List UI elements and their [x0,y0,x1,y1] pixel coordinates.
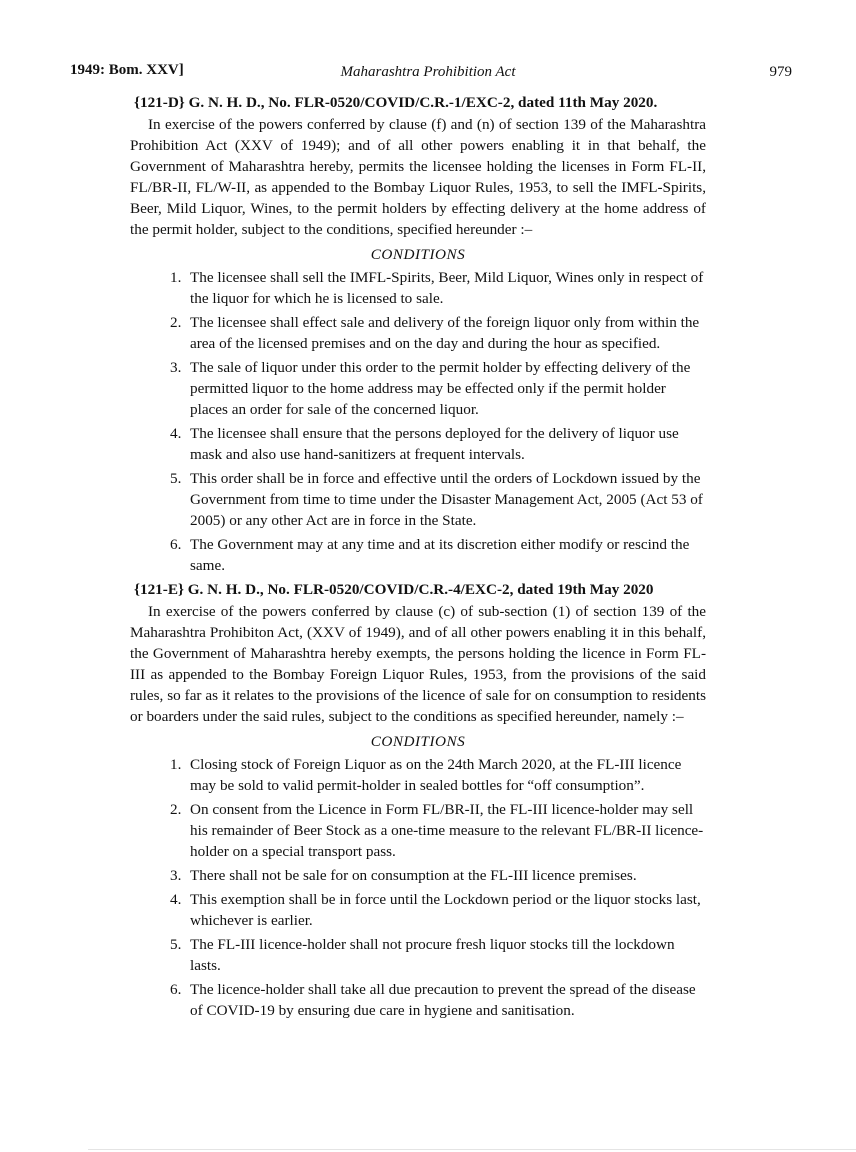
condition-item [130,312,706,354]
condition-number: 3. [170,867,182,884]
condition-number: 4. [170,891,182,908]
condition-text: This order shall be in force and effective until the orders of Lockdown issued by the Government from time to time under the Disaster Management Act, 2005 (Act 53 of 2005) or any other Act are in force in the State. [190,470,703,529]
condition-item [130,357,706,420]
conditions-list [130,754,706,1021]
condition-text: The Government may at any time and at its discretion either modify or rescind the same. [190,536,690,574]
section-121-e [130,579,706,1021]
condition-item [130,799,706,862]
condition-text: The sale of liquor under this order to the permit holder by effecting delivery of the permitted liquor to the home address may be effected only if the permit holder places an order for sale of the concerned liquor. [190,359,691,418]
section-121-d [130,92,706,576]
condition-number: 4. [170,425,182,442]
page-number: 979 [769,64,792,80]
condition-number: 1. [170,756,182,773]
condition-number: 5. [170,470,182,487]
condition-text: The licensee shall effect sale and delivery of the foreign liquor only from within the area of the licensed premises and on the day and during the hour as specified. [190,314,700,352]
section-heading: {121-D} G. N. H. D., No. FLR-0520/COVID/C.R.-1/EXC-2, dated 11th May 2020. [134,94,658,111]
condition-number: 2. [170,314,182,331]
condition-text: The licensee shall ensure that the persons deployed for the delivery of liquor use mask and also use hand-sanitizers at frequent intervals. [190,425,679,463]
section-paragraph: In exercise of the powers conferred by clause (c) of sub-section (1) of section 139 of the Maharashtra Prohibiton Act, (XXV of 1949), and of all other powers enabling it in this behalf, the Government of Maharashtra hereby exempts, the persons holding the licence in Form FL-III as appended to the Bombay Foreign Liquor Rules, 1953, from the provisions of the said rules, so far as it relates to the provisions of the licence of sale for on consumption to residents or boarders under the said rules, subject to the conditions as specified hereunder, namely :– [130,603,706,725]
condition-number: 3. [170,359,182,376]
condition-text: On consent from the Licence in Form FL/BR-II, the FL-III licence-holder may sell his remainder of Beer Stock as a one-time measure to the relevant FL/BR-II licence-holder on a special transport pass. [190,801,704,860]
condition-item [130,865,706,886]
condition-text: There shall not be sale for on consumption at the FL-III licence premises. [190,867,637,884]
condition-item [130,934,706,976]
section-paragraph: In exercise of the powers conferred by clause (f) and (n) of section 139 of the Maharashtra Prohibition Act (XXV of 1949); and of all other powers enabling it in that behalf, the Government of Maharashtra hereby, permits the licensee holding the licenses in Form FL-II, FL/BR-II, FL/W-II, as appended to the Bombay Liquor Rules, 1953, to sell the IMFL-Spirits, Beer, Mild Liquor, Wines, to the permit holders by effecting delivery at the home address of the permit holder, subject to the conditions, specified hereunder :– [130,116,706,238]
header-running-title: Maharashtra Prohibition Act [340,64,516,80]
condition-text: The FL-III licence-holder shall not procure fresh liquor stocks till the lockdown lasts. [190,936,675,974]
condition-number: 5. [170,936,182,953]
condition-item [130,468,706,531]
condition-item [130,889,706,931]
section-heading: {121-E} G. N. H. D., No. FLR-0520/COVID/C.R.-4/EXC-2, dated 19th May 2020 [134,581,654,598]
condition-text: The licence-holder shall take all due precaution to prevent the spread of the disease of COVID-19 by ensuring due care in hygiene and sanitisation. [190,981,696,1019]
condition-item [130,423,706,465]
conditions-title: CONDITIONS [370,733,466,750]
condition-item [130,754,706,796]
conditions-title: CONDITIONS [370,246,466,263]
condition-item [130,534,706,576]
condition-item [130,267,706,309]
header-act-reference: 1949: Bom. XXV] [70,62,184,78]
condition-number: 2. [170,801,182,818]
condition-text: Closing stock of Foreign Liquor as on the 24th March 2020, at the FL-III licence may be sold to valid permit-holder in sealed bottles for “off consumption”. [190,756,682,794]
condition-number: 6. [170,981,182,998]
condition-text: The licensee shall sell the IMFL-Spirits, Beer, Mild Liquor, Wines only in respect of the liquor for which he is licensed to sale. [190,269,704,307]
conditions-list [130,267,706,576]
condition-number: 6. [170,536,182,553]
condition-number: 1. [170,269,182,286]
document-body [130,92,706,1024]
condition-text: This exemption shall be in force until the Lockdown period or the liquor stocks last, whichever is earlier. [190,891,701,929]
condition-item [130,979,706,1021]
footer-divider [88,1149,856,1150]
